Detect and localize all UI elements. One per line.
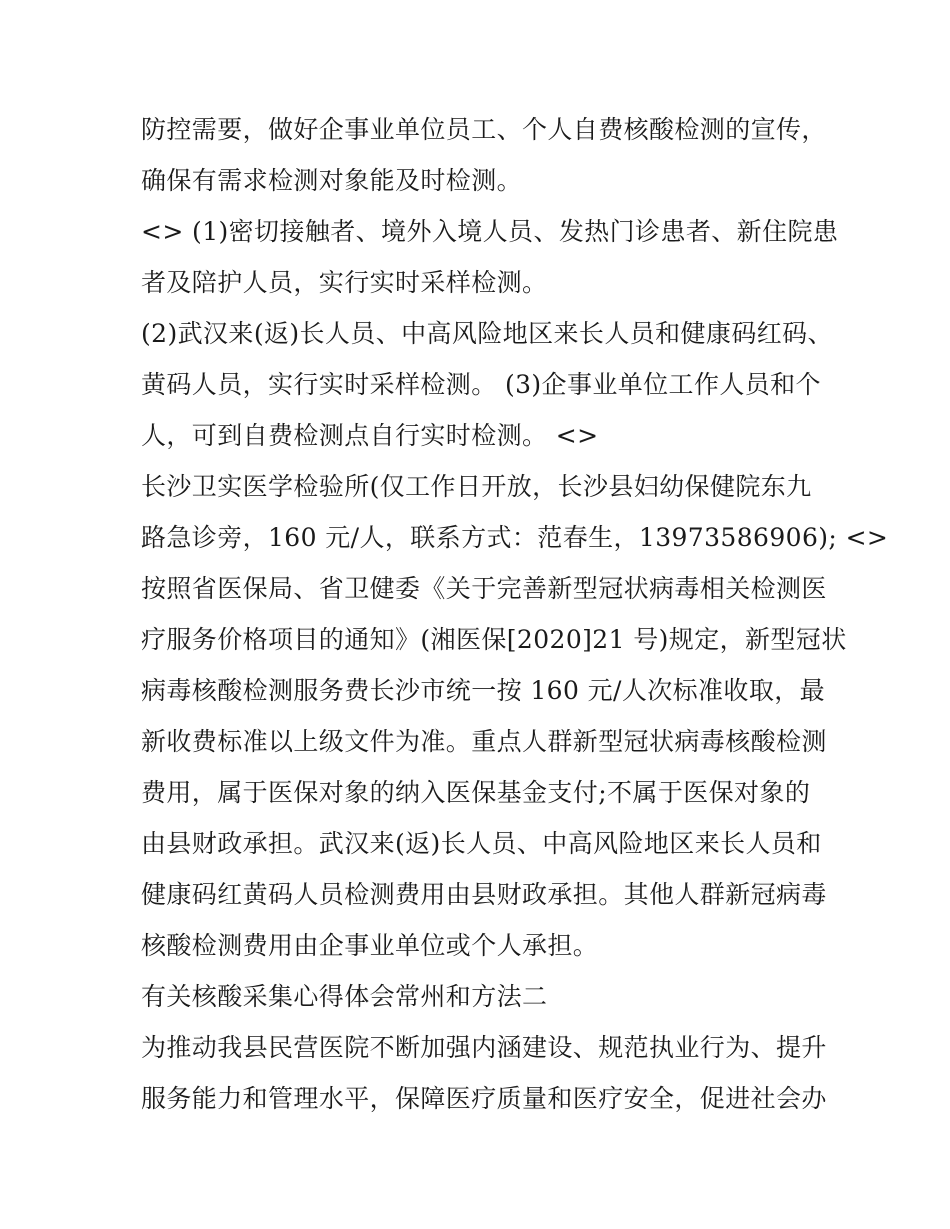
text-line: 费用，属于医保对象的纳入医保基金支付;不属于医保对象的 <box>141 778 811 807</box>
text-line: 黄码人员，实行实时采样检测。 (3)企事业单位工作人员和个 <box>141 370 821 399</box>
text-line: 人，可到自费检测点自行实时检测。 <> <box>141 421 599 450</box>
text-line: 路急诊旁，160 元/人，联系方式：范春生，13973586906); <> <box>141 523 889 552</box>
text-line: 新收费标准以上级文件为准。重点人群新型冠状病毒核酸检测 <box>141 727 827 756</box>
text-line: 由县财政承担。武汉来(返)长人员、中高风险地区来长人员和 <box>141 829 822 858</box>
section-heading: 有关核酸采集心得体会常州和方法二 <box>141 982 548 1011</box>
text-line: 病毒核酸检测服务费长沙市统一按 160 元/人次标准收取，最 <box>141 676 826 705</box>
text-line: 按照省医保局、省卫健委《关于完善新型冠状病毒相关检测医 <box>141 574 827 603</box>
text-line: 核酸检测费用由企事业单位或个人承担。 <box>141 931 599 960</box>
text-line: 为推动我县民营医院不断加强内涵建设、规范执业行为、提升 <box>141 1033 827 1062</box>
text-line: <> (1)密切接触者、境外入境人员、发热门诊患者、新住院患 <box>141 217 839 246</box>
document-body <box>141 104 889 1124</box>
text-line: 服务能力和管理水平，保障医疗质量和医疗安全，促进社会办 <box>141 1084 827 1113</box>
text-line: 健康码红黄码人员检测费用由县财政承担。其他人群新冠病毒 <box>141 880 827 909</box>
text-line: 防控需要，做好企事业单位员工、个人自费核酸检测的宣传， <box>141 115 827 144</box>
text-line: (2)武汉来(返)长人员、中高风险地区来长人员和健康码红码、 <box>141 319 833 348</box>
text-line: 者及陪护人员，实行实时采样检测。 <box>141 268 548 297</box>
text-line: 疗服务价格项目的通知》(湘医保[2020]21 号)规定，新型冠状 <box>141 625 847 654</box>
text-line: 长沙卫实医学检验所(仅工作日开放，长沙县妇幼保健院东九 <box>141 472 812 501</box>
text-line: 确保有需求检测对象能及时检测。 <box>141 166 523 195</box>
